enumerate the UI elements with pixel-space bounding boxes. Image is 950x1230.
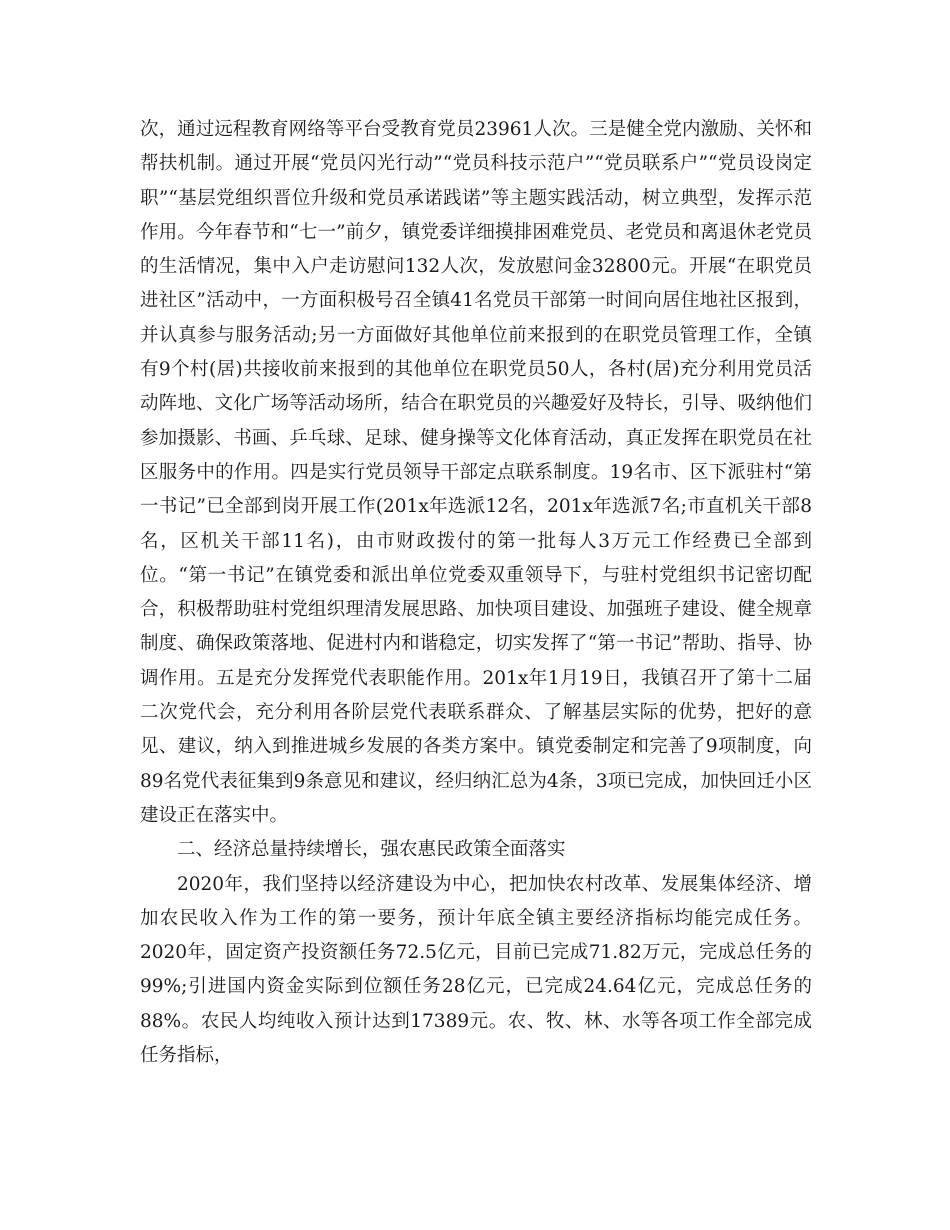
section-heading: 二、经济总量持续增长，强农惠民政策全面落实	[177, 839, 566, 861]
document-body	[140, 113, 812, 1073]
body-paragraph: 2020年，我们坚持以经济建设为中心，把加快农村改革、发展集体经济、增加农民收入作为工作的第一要务，预计年底全镇主要经济指标均能完成任务。2020年，固定资产投资额任务72.5亿元，目前已完成71.82万元，完成总任务的99%;引进国内资金实际到位额任务28亿元，已完成24.64亿元，完成总任务的88%。农民人均纯收入预计达到17389元。农、牧、林、水等各项工作全部完成任务指标，	[140, 873, 812, 1067]
body-paragraph-continued: 次，通过远程教育网络等平台受教育党员23961人次。三是健全党内激励、关怀和帮扶机制。通过开展“党员闪光行动”“党员科技示范户”“党员联系户”“党员设岗定职”“基层党组织晋位升级和党员承诺践诺”等主题实践活动，树立典型，发挥示范作用。今年春节和“七一”前夕，镇党委详细摸排困难党员、老党员和离退休老党员的生活情况，集中入户走访慰问132人次，发放慰问金32800元。开展“在职党员进社区”活动中，一方面积极号召全镇41名党员干部第一时间向居住地社区报到，并认真参与服务活动;另一方面做好其他单位前来报到的在职党员管理工作，全镇有9个村(居)共接收前来报到的其他单位在职党员50人，各村(居)充分利用党员活动阵地、文化广场等活动场所，结合在职党员的兴趣爱好及特长，引导、吸纳他们参加摄影、书画、乒乓球、足球、健身操等文化体育活动，真正发挥在职党员在社区服务中的作用。四是实行党员领导干部定点联系制度。19名市、区下派驻村“第一书记”已全部到岗开展工作(201x年选派12名，201x年选派7名;市直机关干部8名，区机关干部11名)，由市财政拨付的第一批每人3万元工作经费已全部到位。“第一书记”在镇党委和派出单位党委双重领导下，与驻村党组织书记密切配合，积极帮助驻村党组织理清发展思路、加快项目建设、加强班子建设、健全规章制度、确保政策落地、促进村内和谐稳定，切实发挥了“第一书记”帮助、指导、协调作用。五是充分发挥党代表职能作用。201x年1月19日，我镇召开了第十二届二次党代会，充分利用各阶层党代表联系群众、了解基层实际的优势，把好的意见、建议，纳入到推进城乡发展的各类方案中。镇党委制定和完善了9项制度，向89名党代表征集到9条意见和建议，经归纳汇总为4条，3项已完成，加快回迁小区建设正在落实中。	[140, 119, 812, 826]
